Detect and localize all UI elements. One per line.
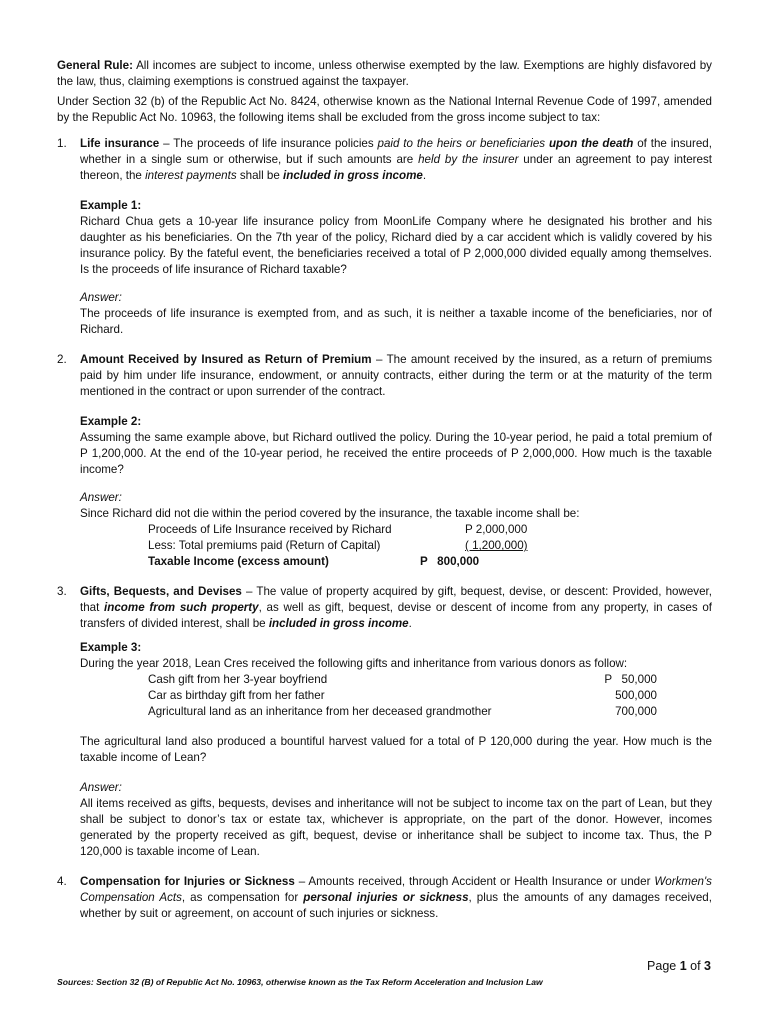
answer-text: All items received as gifts, bequests, devises and inheritance will not be subject to income tax on the part of Lean, but they shall be subject to donor’s tax or estate tax, whichever is appropriate, on the part of the donor. However, incomes generated by the property received as gift, bequest, devise or inheritance shall be subject to income tax. Thus, the P 120,000 is taxable income of Lean. — [80, 797, 712, 858]
list-item-life-insurance — [57, 136, 712, 338]
item-title: Compensation for Injuries or Sickness — [80, 875, 295, 888]
item-number: 2. — [57, 353, 67, 366]
list-item-compensation — [57, 874, 712, 922]
answer-label: Answer: — [80, 781, 122, 794]
example-text: Richard Chua gets a 10-year life insurance policy from MoonLife Company where he designated his brother and his daughter as his beneficiaries. On the 7th year of the policy, Richard died by a car accident which is validly covered by his insurance policy. By the fateful event, the beneficiaries received a total of P 2,000,000 divided equally among themselves. Is the proceeds of life insurance of Richard taxable? — [80, 215, 712, 276]
calc-row — [80, 522, 712, 538]
general-rule-label: General Rule: — [57, 59, 133, 72]
example-title: Example 3: — [80, 641, 142, 654]
gift-value: P 50,000 — [604, 673, 657, 686]
item-paragraph — [80, 584, 712, 632]
calc-row — [80, 538, 712, 554]
item-text: – The value of property acquired by gift, bequest, devise, or descent: Provided, however, that — [80, 585, 712, 614]
general-rule-paragraph — [57, 58, 712, 90]
item-paragraph — [80, 352, 712, 400]
list-item-gifts — [57, 584, 712, 860]
gift-value: 700,000 — [615, 705, 657, 718]
item-emphasis: personal injuries or sickness — [303, 891, 469, 904]
item-text: under an agreement to pay interest thereon, the — [80, 153, 712, 182]
item-emphasis: Workmen's Compensation Acts — [80, 875, 712, 904]
item-emphasis: held by the insurer — [418, 153, 519, 166]
calc-value: P 2,000,000 — [465, 523, 528, 536]
page-current: 1 — [679, 959, 687, 973]
example-text: During the year 2018, Lean Cres received the following gifts and inheritance from various donors as follow: — [80, 657, 628, 670]
item-text: shall be — [236, 169, 284, 182]
example-title: Example 1: — [80, 199, 142, 212]
gift-row — [80, 672, 712, 688]
item-emphasis: income from such property — [104, 601, 259, 614]
item-text: , as well as gift, bequest, devise or descent of income from any property, in cases of transfers of divided interest, shall be — [80, 601, 712, 630]
footer-source: Sources: Section 32 (B) of Republic Act No. 10963, otherwise known as the Tax Reform Acceleration and Inclusion Law — [57, 977, 543, 987]
gift-value: 500,000 — [615, 689, 657, 702]
item-emphasis: paid to the heirs or beneficiaries — [377, 137, 546, 150]
answer-label: Answer: — [80, 491, 122, 504]
answer-text: The proceeds of life insurance is exempted from, and as such, it is neither a taxable income of the beneficiaries, nor of Richard. — [80, 307, 712, 336]
gift-label: Cash gift from her 3-year boyfriend — [148, 673, 328, 686]
calc-label: Less: Total premiums paid (Return of Capital) — [148, 539, 381, 552]
item-text: , plus the amounts of any damages received, whether by suit or agreement, on account of such injuries or sickness. — [80, 891, 712, 920]
page-total: 3 — [704, 959, 711, 973]
answer-text: Since Richard did not die within the period covered by the insurance, the taxable income shall be: — [80, 507, 580, 520]
intro-paragraph: Under Section 32 (b) of the Republic Act No. 8424, otherwise known as the National Internal Revenue Code of 1997, amended by the Republic Act No. 10963, the following items shall be excluded from the gross income subject to tax: — [57, 95, 712, 124]
page-number — [647, 958, 711, 974]
item-title: Amount Received by Insured as Return of Premium — [80, 353, 372, 366]
item-text: . — [408, 617, 412, 630]
document-page — [57, 58, 712, 922]
page-prefix: Page — [647, 959, 680, 973]
example-text: The agricultural land also produced a bountiful harvest valued for a total of P 120,000 during the year. How much is the taxable income of Lean? — [80, 735, 712, 764]
item-emphasis: included in gross income — [283, 169, 423, 182]
item-text: – The amount received by the insured, as a return of premiums paid by him under life insurance, endowment, or annuity contracts, either during the term or at the maturity of the term mentioned in the contract or upon surrender of the contract. — [80, 353, 712, 398]
item-text: – Amounts received, through Accident or Health Insurance or under — [294, 875, 655, 888]
item-emphasis: upon the death — [548, 137, 634, 150]
item-paragraph — [80, 874, 712, 922]
calc-value: P 800,000 — [420, 555, 480, 568]
item-text: . — [422, 169, 427, 182]
calc-label: Proceeds of Life Insurance received by Richard — [148, 523, 392, 536]
answer-label: Answer: — [80, 291, 122, 304]
item-emphasis: included in gross income — [268, 617, 409, 630]
item-number: 4. — [57, 875, 67, 888]
gift-row — [80, 704, 712, 720]
item-paragraph — [80, 136, 712, 184]
example-title: Example 2: — [80, 415, 142, 428]
example-text: Assuming the same example above, but Richard outlived the policy. During the 10-year period, he paid a total premium of P 1,200,000. At the end of the 10-year period, he received the entire proceeds of P 2,000,000. How much is the taxable income? — [80, 431, 712, 476]
item-text: of the insured, whether in a single sum or otherwise, but if such amounts are — [80, 137, 712, 166]
gift-label: Agricultural land as an inheritance from her deceased grandmother — [148, 705, 492, 718]
calc-label: Taxable Income (excess amount) — [148, 555, 329, 568]
calc-row-total — [80, 554, 712, 570]
item-title: Gifts, Bequests, and Devises — [80, 585, 242, 598]
gift-label: Car as birthday gift from her father — [148, 689, 325, 702]
list-item-return-of-premium — [57, 352, 712, 570]
gift-row — [80, 688, 712, 704]
item-emphasis: interest payments — [145, 169, 237, 182]
item-number: 3. — [57, 585, 67, 598]
item-title: Life insurance — [80, 137, 160, 150]
item-number: 1. — [57, 137, 67, 150]
calc-value: ( 1,200,000) — [465, 539, 528, 552]
item-text: – The proceeds of life insurance policies — [159, 137, 378, 150]
general-rule-text: All incomes are subject to income, unless otherwise exempted by the law. Exemptions are highly disfavored by the law, thus, claiming exemptions is construed against the taxpayer. — [57, 59, 712, 88]
item-text: , as compensation for — [181, 891, 304, 904]
page-mid: of — [686, 959, 705, 973]
